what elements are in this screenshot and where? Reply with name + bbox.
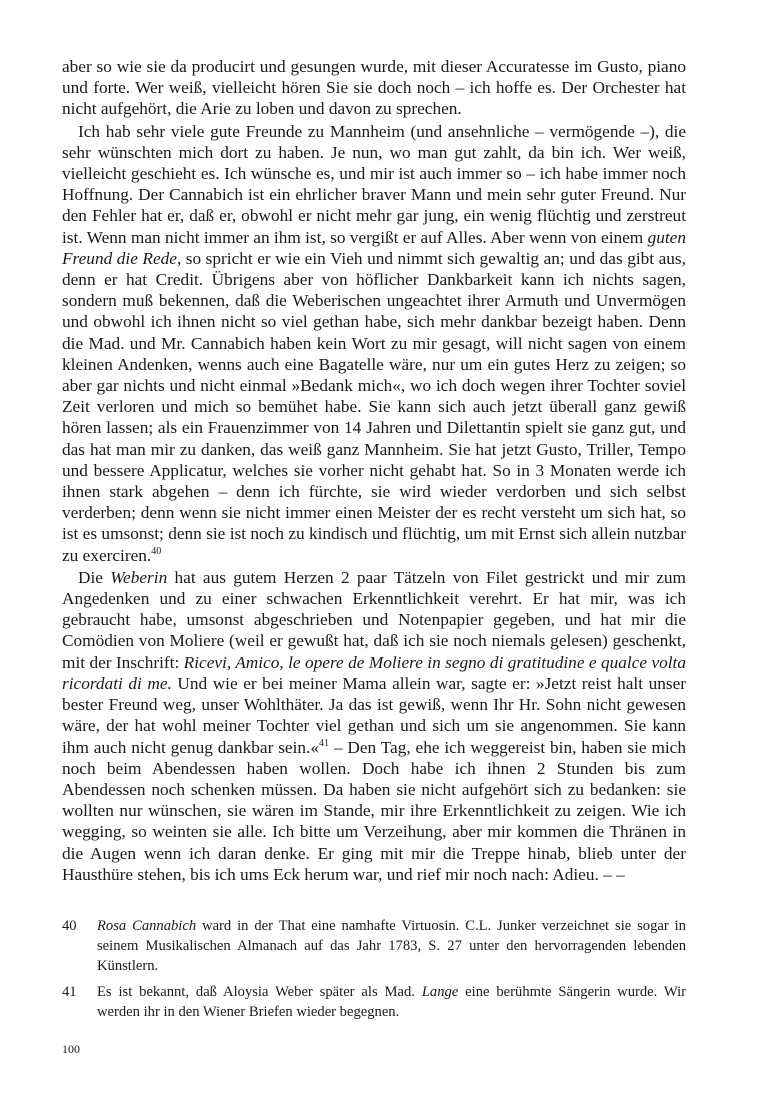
footnote-number: 41 (62, 984, 77, 1000)
text-segment: Und wie er bei meiner Mama allein war, sagte er: »Jetzt reist halt unser bester Freund weg, unser Wohlthäter. Ja das ist gewiß, wenn Ihr Hr. Sohn nicht gewesen wäre, der hat wohl meiner Tochter viel gethan und sich um sie angenommen. Sie kann ihm auch nicht genug dankbar sein.« (62, 673, 687, 757)
footnote-text (97, 916, 686, 976)
footnote-40 (62, 916, 686, 976)
italic-text: guten Freund die Rede (62, 227, 686, 268)
page-number: 100 (62, 1042, 80, 1056)
paragraph-1 (62, 56, 686, 120)
text-segment: Die (78, 567, 111, 587)
italic-text: Rosa Cannabich (97, 918, 197, 934)
text-segment: – Den Tag, ehe ich weggereist bin, haben sie mich noch beim Abendessen haben wollen. Doch habe ich ihnen 2 Stunden bis zum Abendessen noch schenken müssen. Da haben sie nicht aufgehört sich zu bedanken: sie wollten nur wünschen, sie wären im Stande, mir ihre Erkenntlichkeit zu zeigen. Wie ich wegging, so weinten sie alle. Ich bitte um Verzeihung, aber mir kommen die Thränen in die Augen wenn ich daran denke. Er ging mit mir die Treppe hinab, blieb unter der Hausthüre stehen, bis ich ums Eck herum war, und rief mir noch nach: Adieu. – – (62, 737, 686, 884)
italic-text: Weberin (110, 567, 168, 587)
footnotes (62, 916, 686, 1028)
text-segment: eine berühmte Sängerin wurde. Wir werden ihr in den Wiener Briefen wieder begegnen. (97, 984, 686, 1020)
text-segment: ward in der That eine namhafte Virtuosin. C.L. Junker verzeichnet sie sogar in seinem Musikalischen Almanach auf das Jahr 1783, S. 27 unter den hervorragenden lebenden Künstlern. (97, 918, 686, 974)
text-segment: , so spricht er wie ein Vieh und nimmt sich gewaltig an; und das gibt aus, denn er hat Credit. Übrigens aber von höflicher Dankbarkeit kann ich nichts sagen, sondern muß bekennen, daß die Weberischen ungeachtet ihrer Armuth und Unvermögen und obwohl ich ihnen nicht so viel gethan habe, sich mehr dankbar bezeigt haben. Denn die Mad. und Mr. Cannabich haben kein Wort zu mir gesagt, will nicht sagen von einem kleinen Andenken, wenns auch eine Bagatelle wäre, nur um ein gutes Herz zu zeigen; so aber gar nichts und nicht einmal »Bedank mich«, wo ich doch wegen ihrer Tochter soviel Zeit verloren und mich so bemühet habe. Sie kann sich auch jetzt überall ganz gewiß hören lassen; als ein Frauenzimmer von 14 Jahren und Dilettantin spielt sie ganz gut, und das hat man mir zu danken, das weiß ganz Mannheim. Sie hat jetzt Gusto, Triller, Tempo und bessere Applicatur, welches sie vorher nicht gehabt hat. So in 3 Monaten werde ich ihnen stark abgehen – denn ich fürchte, sie wird wieder verdorben und sich selbst verderben; denn wenn sie nicht immer einen Meister der es recht versteht um sich hat, so ist es umsonst; denn sie ist noch zu kindisch und flüchtig, um mit Ernst sich allein nutzbar zu exerciren. (62, 248, 686, 565)
text-segment: Es ist bekannt, daß Aloysia Weber später als Mad. (97, 984, 422, 1000)
footnote-text (97, 982, 686, 1022)
text-segment: hat aus gutem Herzen 2 paar Tätzeln von Filet gestrickt und mir zum Angedenken und zu einer schwachen Erkenntlichkeit verehrt. Er hat mir, was ich gebraucht habe, umsonst abgeschrieben und Notenpapier gegeben, und hat mir die Comödien von Moliere (weil er gewußt hat, daß ich sie noch niemals gelesen) geschenkt, mit der Inschrift: (62, 567, 686, 672)
text-segment: aber so wie sie da producirt und gesungen wurde, mit dieser Accuratesse im Gusto, piano und forte. Wer weiß, vielleicht hören Sie sie doch noch – ich hoffe es. Der Orchester hat nicht aufgehört, die Arie zu loben und davon zu sprechen. (62, 57, 686, 119)
footnote-number: 40 (62, 918, 77, 934)
footnote-ref-40[interactable]: 40 (151, 545, 162, 557)
italic-text: Lange (421, 984, 459, 1000)
paragraph-3 (62, 567, 686, 885)
main-text (62, 56, 686, 885)
italic-inscription: Ricevi, Amico, le opere de Moliere in segno di gratitudine e qualce volta ricordati di me. (62, 652, 686, 693)
text-segment: Ich hab sehr viele gute Freunde zu Mannheim (und ansehnliche – vermögende –), die sehr wünschten mich dort zu haben. Je nun, wo man gut zahlt, da bin ich. Wer weiß, vielleicht geschieht es. Ich wünsche es, und mir ist auch immer so – ich habe immer noch Hoffnung. Der Cannabich ist ein ehrlicher braver Mann und mein sehr guter Freund. Nur den Fehler hat er, daß er, obwohl er nicht mehr gar jung, ein wenig flüchtig und zerstreut ist. Wenn man nicht immer an ihm ist, so vergißt er auf Alles. Aber wenn von einem (62, 121, 686, 247)
footnote-41 (62, 982, 686, 1022)
footnote-ref-41[interactable]: 41 (319, 737, 330, 749)
paragraph-2 (62, 121, 686, 566)
